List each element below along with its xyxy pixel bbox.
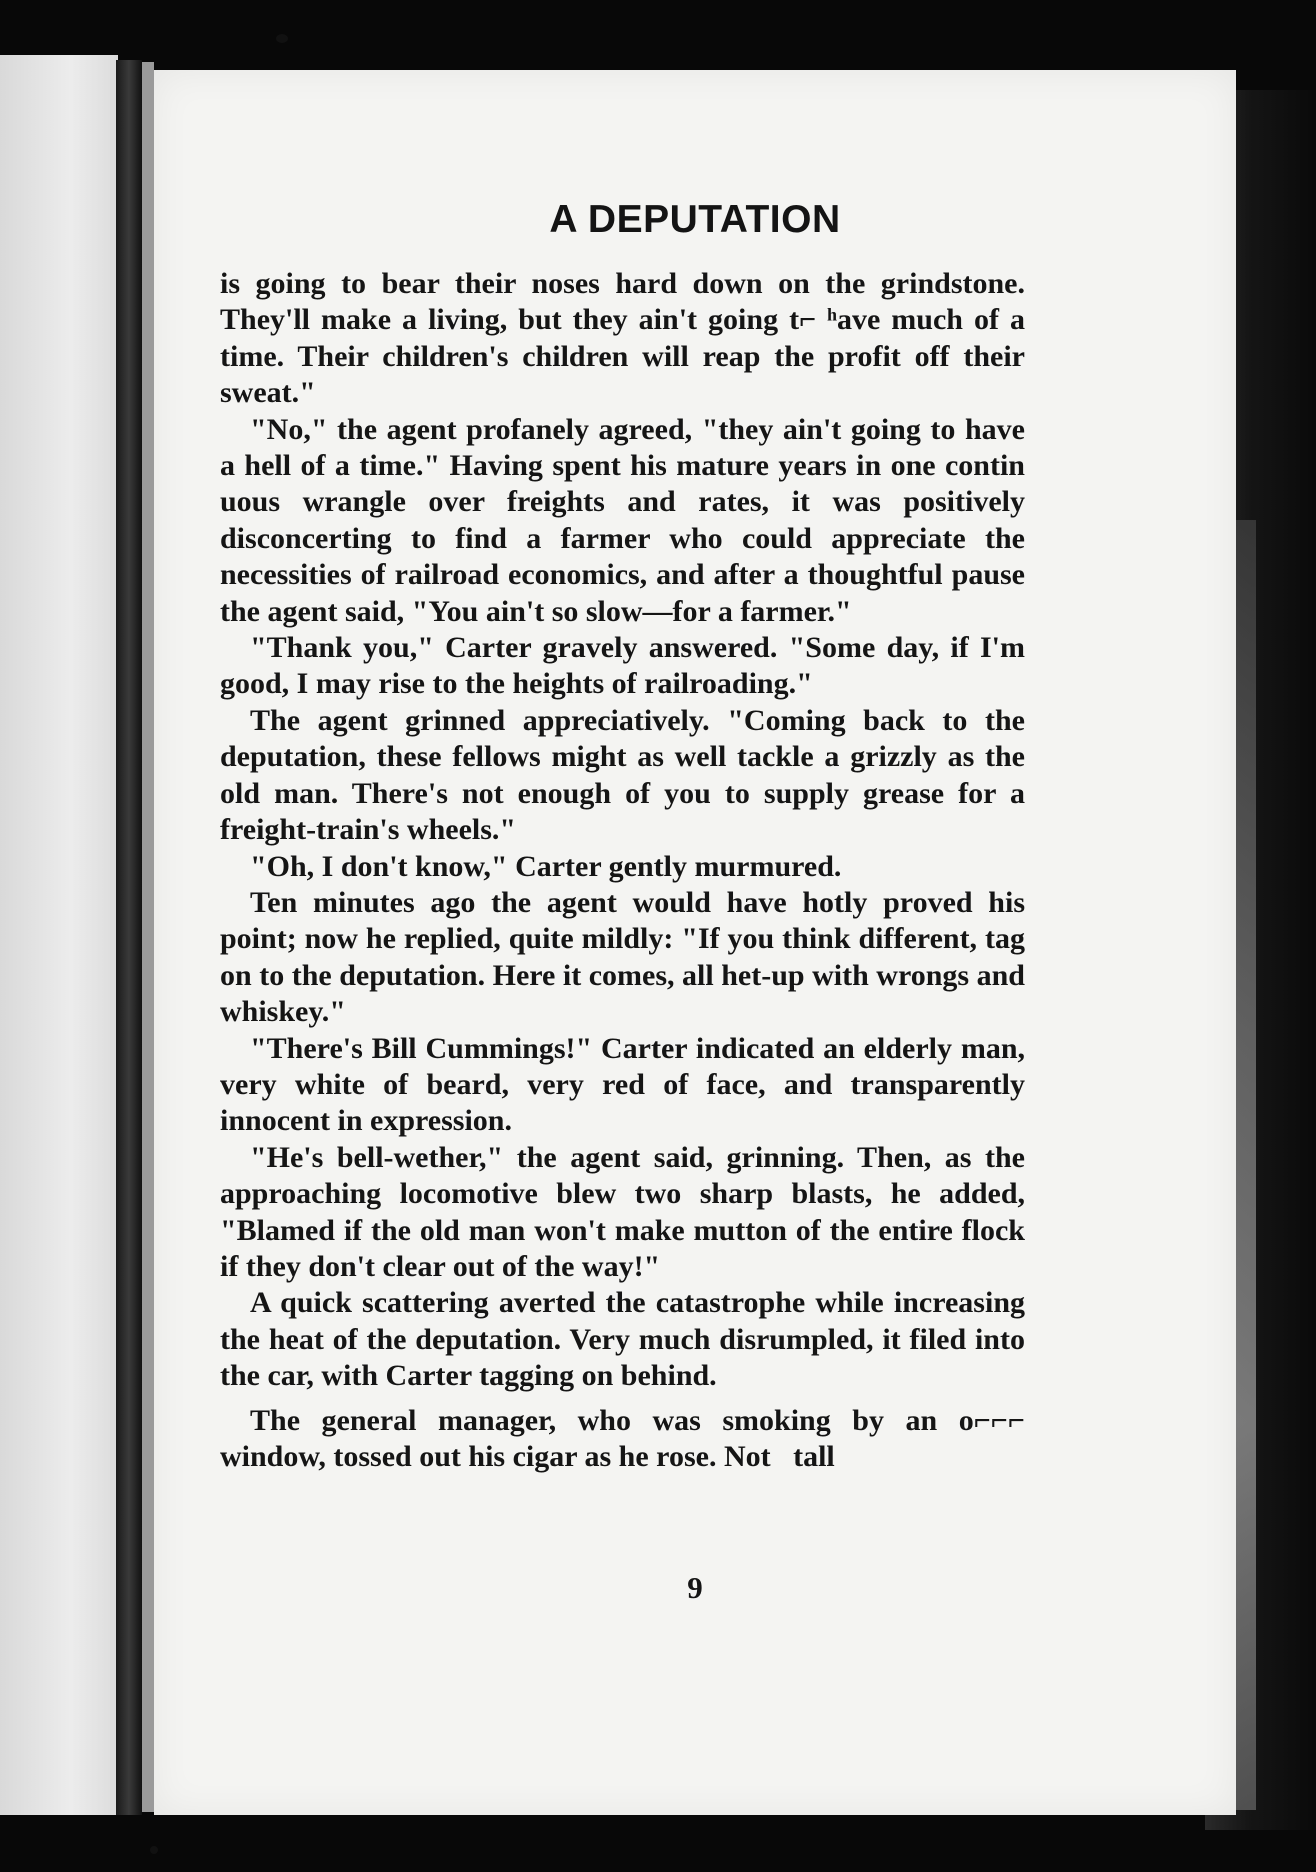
scan-speck <box>276 34 288 43</box>
paragraph: "Oh, I don't know," Carter gently murmured. <box>250 849 842 883</box>
facing-page-edge <box>0 55 118 1815</box>
book-binding-gutter <box>116 60 142 1815</box>
paragraph: Ten minutes ago the agent would have hotly proved his point; now he replied, quite mildly: "If you think different, tag on to the deputation. Here it comes, all het-up with wrongs and whiskey." <box>220 885 1025 1029</box>
paragraph: "Thank you," Carter gravely answered. "Some day, if I'm good, I may rise to the heights of railroading." <box>220 631 1025 701</box>
page-number: 9 <box>687 1570 703 1605</box>
paragraph: "There's Bill Cummings!" Carter indicated an elderly man, very white of beard, very red of face, and transparently innocent in expression. <box>220 1031 1025 1138</box>
paragraph: "He's bell-wether," the agent said, grinning. Then, as the approaching locomotive blew two sharp blasts, he added, "Blamed if the old man won't make mutton of the entire flock if they don't clear out of the way!" <box>220 1140 1025 1283</box>
paragraph: A quick scattering averted the catastrophe while increasing the heat of the deputation. Very much disrumpled, it filed into the car, with Carter tagging on behind. <box>220 1286 1025 1393</box>
book-page <box>154 70 1236 1815</box>
paragraph: is going to bear their noses hard down on the grindstone. They'll make a living, but they ain't going t⌐ ʰave much of a time. Their children's children will reap the profit off their sweat." <box>220 267 1025 410</box>
running-head: A DEPUTATION <box>549 198 841 241</box>
paragraph-gap <box>220 1395 1025 1403</box>
scan-speck <box>150 1846 158 1854</box>
page-body-text <box>220 266 1025 1475</box>
paragraph: The general manager, who was smoking by an o⌐⌐⌐ window, tossed out his cigar as he rose. Not tall <box>220 1403 1025 1473</box>
gutter-shadow <box>142 62 154 1812</box>
paragraph: "No," the agent profanely agreed, "they ain't going to have a hell of a time." Having spent his mature years in one contin uous wrangle over freights and rates, it was positively disconcerting to find a farmer who could appreciate the necessities of railroad economics, and after a thoughtful pause the agent said, "You ain't so slow—for a farmer." <box>220 412 1025 628</box>
paragraph: The agent grinned appreciatively. "Coming back to the deputation, these fellows might as well tackle a grizzly as the old man. There's not enough of you to supply grease for a freight-train's wheels." <box>220 703 1025 847</box>
